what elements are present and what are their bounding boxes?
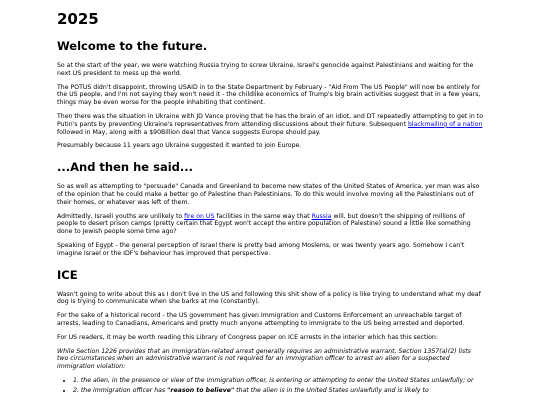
- paragraph: Speaking of Egypt - the general perception of Israel there is pretty bad among Moslems, or was twenty years ago. Somehow I can't imagine Israel or the IDF's behaviour has improved that perspective.: [57, 241, 465, 257]
- paragraph: Presumably because 11 years ago Ukraine suggested it wanted to join Europe.: [57, 142, 302, 150]
- section-heading-then-he-said: ...And then he said...: [57, 160, 193, 175]
- fire-on-us-link[interactable]: fire on US: [184, 212, 215, 220]
- paragraph-text: will, but doesn't the shipping of millions of people to desert prison camps (pretty certain that Egypt won't accept the entire population of Palestine) sound a little like something done to Jewish people some time ago?: [57, 212, 471, 236]
- section-heading-welcome: Welcome to the future.: [57, 39, 208, 53]
- paragraph: [57, 213, 483, 236]
- paragraph-text: Admittedly, Israeli youths are unlikely to: [57, 212, 185, 220]
- paragraph: So at the start of the year, we were watching Russia trying to screw Ukraine, Israel's genocide against Palestinians and waiting for the next US president to mess up the world.: [57, 62, 474, 77]
- block-quote: While Section 1226 provides that an immigration-related arrest generally requires an administrative warrant, Section 1357(a)(2) lists two circumstances when an administrative warrant is not required for an immigration officer to arrest an alien for a suspected immigration violation:: [57, 347, 471, 371]
- section-heading-ice: ICE: [57, 267, 78, 282]
- list-item-emphasis: "reason to believe": [167, 386, 235, 394]
- paragraph-text: Then there was the situation in Ukraine with JD Vance proving that he has the brain of an idiot, and DT repeatedly attempting to get in to Putin's pants by preventing Ukraine's representatives from attending discussions about their future. Subsequent: [57, 112, 483, 128]
- list-item: [73, 377, 483, 385]
- paragraph: The POTUS didn't disappoint, throwing USAID in to the State Department by February - "Aid From The US People" will now be entirely for the US people, and I'm not saying they won't need it - the childlike economics of Trump's big brain activities suggest that in a few years, things may be even worse for the people inhabiting that continent.: [57, 83, 481, 107]
- paragraph-text: facilities in the same way that: [214, 212, 312, 220]
- paragraph: For the sake of a historical record - the US government has given Immigration and Customs Enforcement an unreachable target of arrests, leading to Canadians, Americans and pretty much anyone attempting to immigrate to the US being arrested and deported.: [57, 312, 465, 327]
- list-item-text: 1. the alien, in the presence or view of the immigration officer, is entering or attempting to enter the United States unlawfully; or: [73, 376, 474, 384]
- russia-link[interactable]: Russia: [311, 212, 332, 220]
- quote-list: [57, 377, 483, 395]
- list-item: [73, 387, 483, 395]
- paragraph: So as well as attempting to "persuade" Canada and Greenland to become new states of the United States of America, yer man was also of the opinion that he could make a better go of Palestine than Palestinians. To do this would involve moving all the Palestinians out of their homes, or whatever was left of them.: [57, 183, 480, 206]
- paragraph: For US readers, it may be worth reading this Library of Congress paper on ICE arrests in the interior which has this section:: [57, 333, 438, 341]
- paragraph: Wasn't going to write about this as I don't live in the US and following this shit show of a policy is like trying to understand what my deaf dog is trying to communicate when she barks at me (constantly).: [57, 290, 481, 306]
- paragraph: [57, 113, 483, 136]
- blackmailing-link[interactable]: blackmailing of a nation: [407, 120, 483, 128]
- page-title: 2025: [57, 10, 99, 28]
- list-item-text: 2. the immigration officer has: [73, 386, 168, 394]
- paragraph-text: followed in May, along with a $90Billion deal that Vance suggests Europe should pay.: [57, 128, 321, 136]
- list-item-text: that the alien is in the United States unlawfully and is likely to: [234, 386, 429, 394]
